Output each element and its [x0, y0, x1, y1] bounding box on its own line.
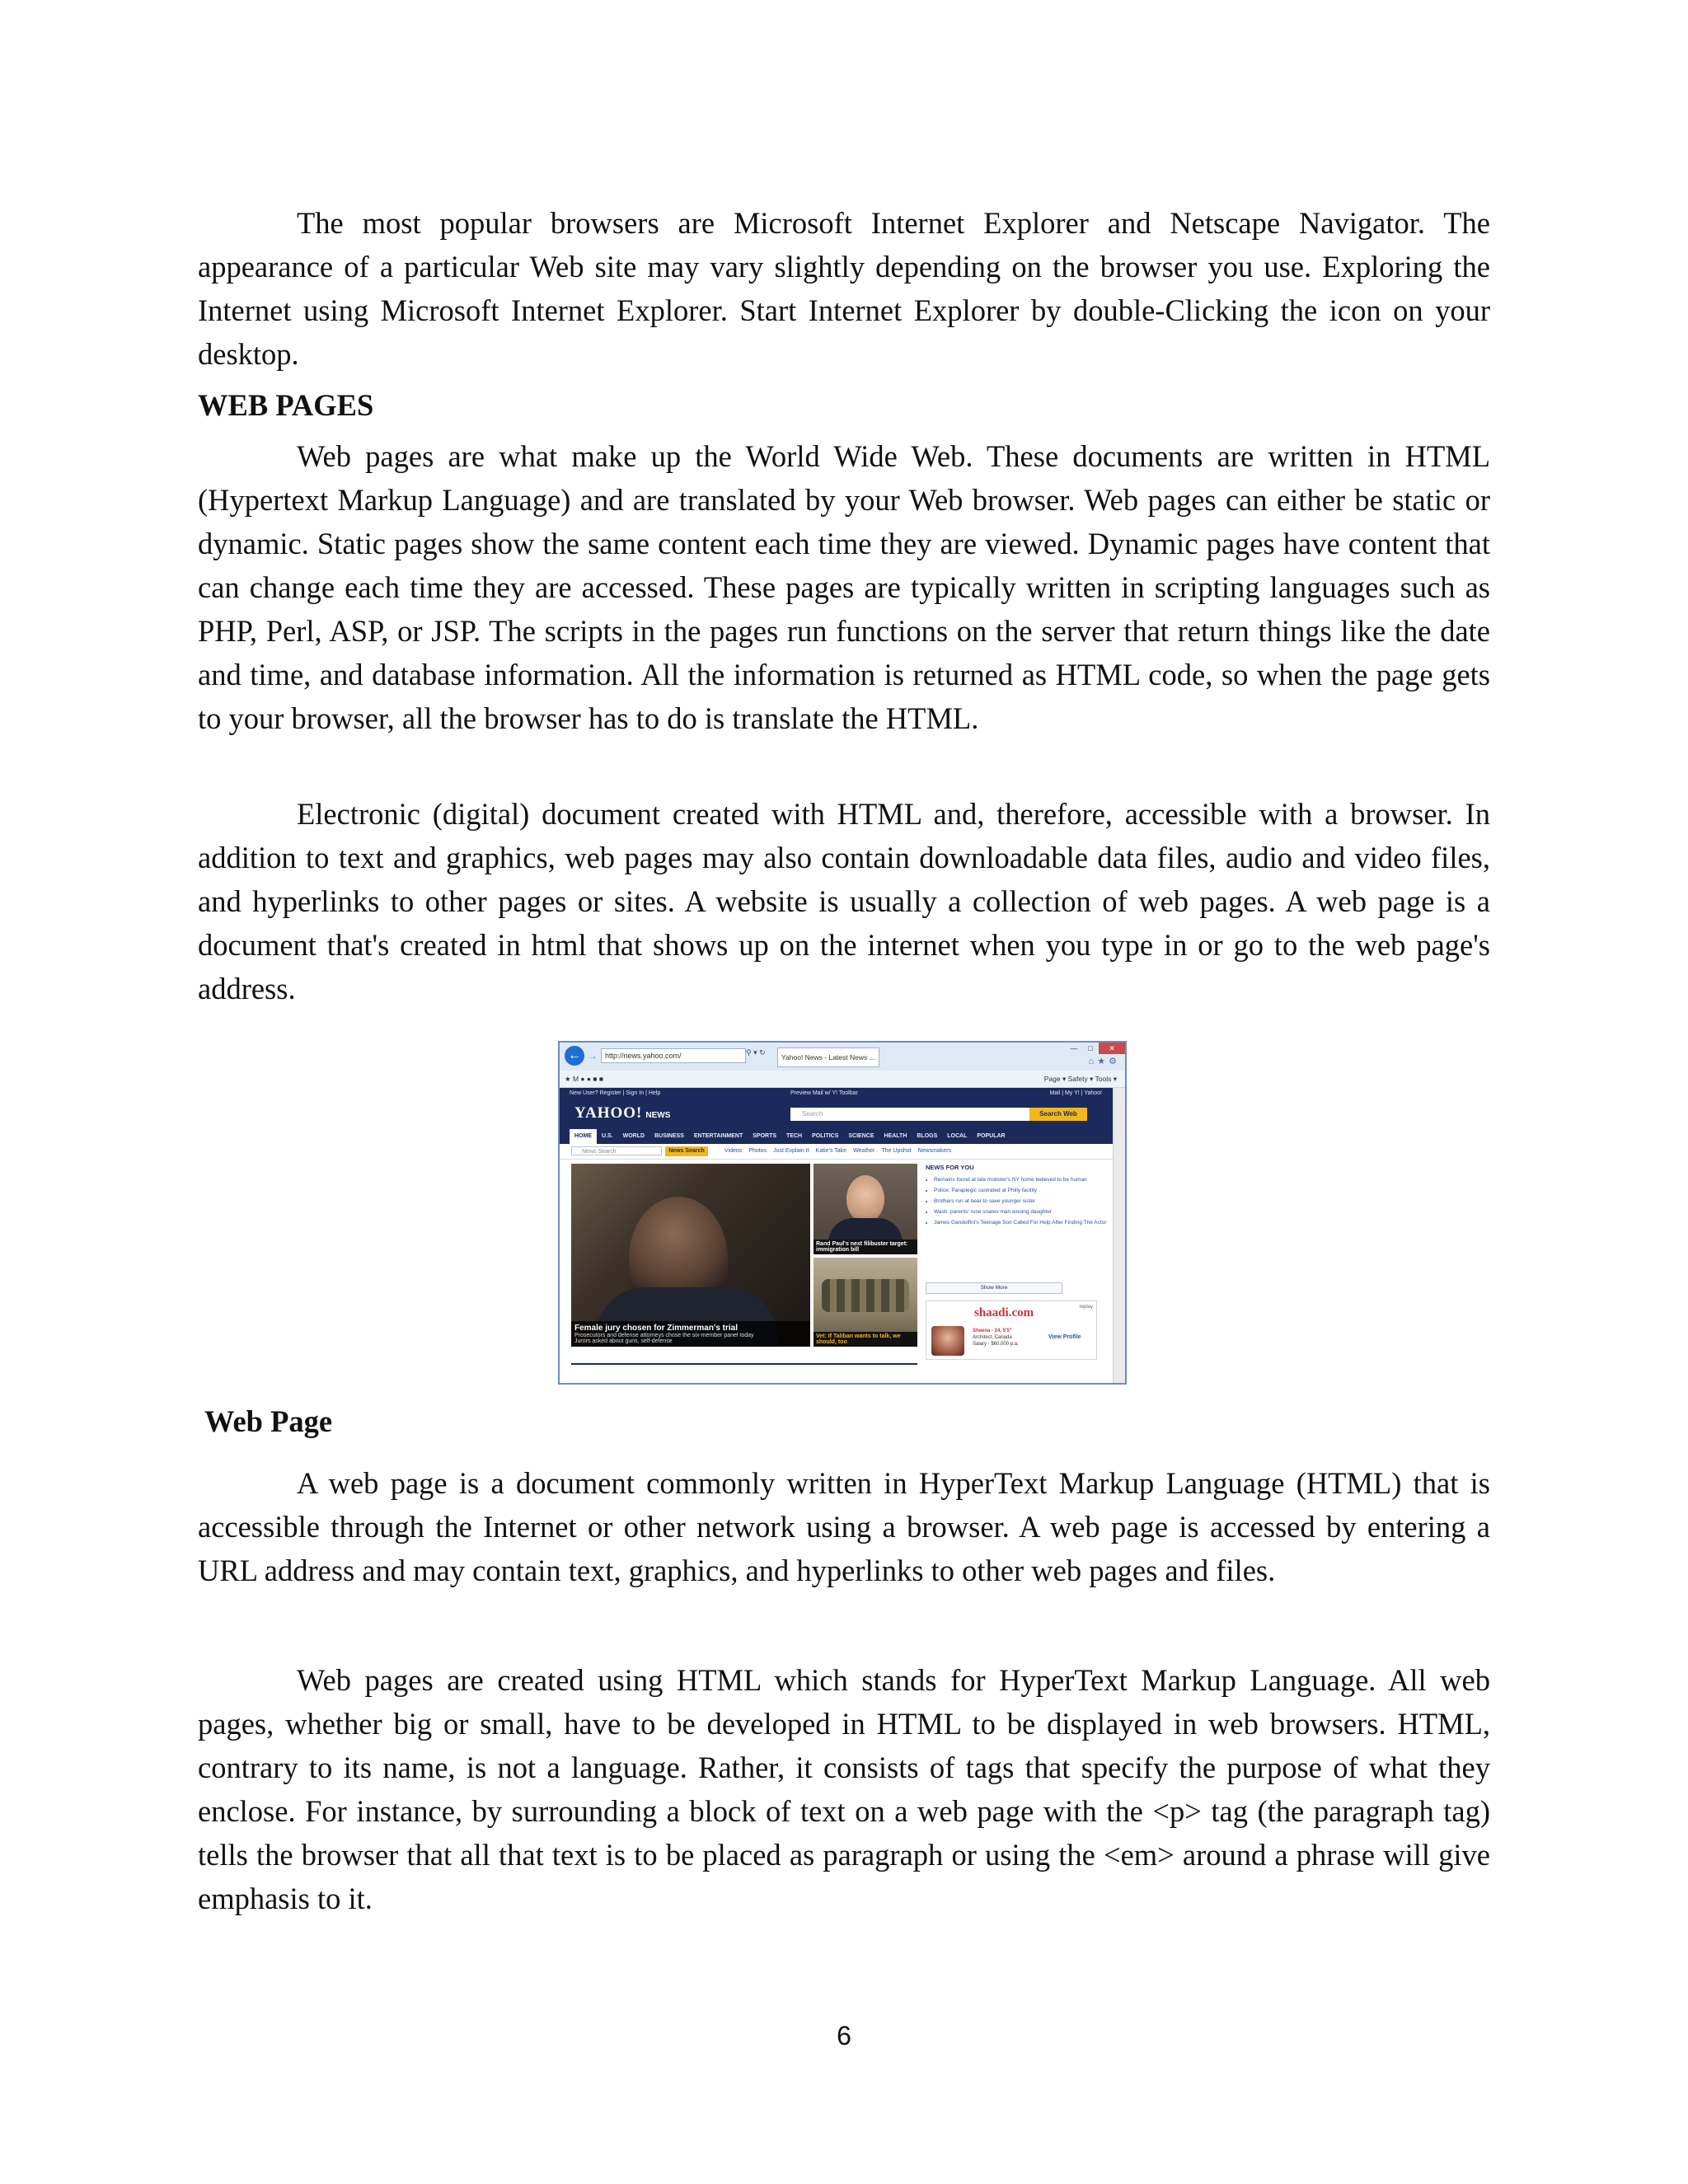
- news-for-you-heading: NEWS FOR YOU: [926, 1164, 974, 1171]
- command-bar-menus: Page ▾ Safety ▾ Tools ▾: [1043, 1075, 1117, 1083]
- back-arrow-icon: ←: [565, 1046, 584, 1066]
- close-icon: ✕: [1099, 1043, 1125, 1054]
- heading-web-page: Web Page: [204, 1404, 333, 1438]
- yahoo-nav: [560, 1129, 1114, 1144]
- yahoo-nav-item: TECH: [786, 1133, 803, 1139]
- favorites-icons: ★ M ● ● ■ ■: [565, 1075, 604, 1083]
- paragraph-html-tags: Web pages are created using HTML which stands for HyperText Markup Language. All web pages, whether big or small, have to be developed in HTML to be displayed in web browsers. HTML, contrary to its name, is not a language. Rather, it consists of tags that specify the purpose of what they enclose. For instance, by surrounding a block of text on a web page with the <p> tag (the paragraph tag) tells the browser that all that text is to be placed as paragraph or using the <em> around a phrase will give emphasis to it.: [198, 1663, 1490, 1915]
- side-story-photo-1: [814, 1164, 917, 1254]
- web-pages-section: [198, 434, 1490, 740]
- news-search-button: News Search: [665, 1146, 708, 1156]
- yahoo-search-input: Search: [790, 1108, 1029, 1121]
- yahoo-logo: YAHOO! NEWS: [574, 1104, 671, 1122]
- command-bar: [560, 1071, 1125, 1088]
- main-story-photo: [571, 1164, 810, 1347]
- yahoo-nav-item: POPULAR: [977, 1133, 1006, 1139]
- yahoo-sublink: Just Explain It: [773, 1148, 809, 1154]
- electronic-doc-section: [198, 792, 1490, 1010]
- paragraph-web-pages: Web pages are what make up the World Wide Web. These documents are written in HTML (Hypertext Markup Language) and are translated by your Web browser. Web pages can either be static or dynamic. Static pages show the same content each time they are viewed. Dynamic pages have content that can change each time they are accessed. These pages are typically written in scripting languages such as PHP, Perl, ASP, or JSP. The scripts in the pages run functions on the server that return things like the date and time, and database information. All the information is returned as HTML code, so when the page gets to your browser, all the browser has to do is translate the HTML.: [198, 439, 1490, 735]
- yahoo-sublink: Katie's Take: [815, 1148, 847, 1154]
- yahoo-nav-item: HOME: [570, 1129, 597, 1144]
- intro-section: [198, 201, 1490, 376]
- ad-logo: shaadi.com: [974, 1306, 1034, 1319]
- browser-tab: Yahoo! News - Latest News ...: [777, 1047, 879, 1067]
- browser-titlebar: [560, 1043, 1125, 1071]
- ad-profile-info: Sheena - 24, 5'5" Architect, Canada Salary - $60,000 p.a.: [973, 1329, 1019, 1347]
- forward-arrow-icon: →: [588, 1050, 598, 1062]
- heading-web-pages: WEB PAGES: [198, 388, 374, 422]
- yahoo-search-button: Search Web: [1029, 1108, 1087, 1121]
- news-item: • Wash. parents' ruse snares man wooing daughter: [934, 1208, 1107, 1216]
- yahoo-nav-item: SCIENCE: [848, 1133, 874, 1139]
- home-star-gear-icons: ⌂★⚙: [1088, 1057, 1120, 1066]
- news-item: • James Gandolfini's Teenage Son Called For Help After Finding The Actor: [934, 1219, 1107, 1226]
- yahoo-nav-item: ENTERTAINMENT: [693, 1133, 743, 1139]
- yahoo-top-links: New User? Register | Sign In | Help: [570, 1090, 661, 1096]
- minimize-icon: —: [1070, 1044, 1078, 1052]
- shaadi-ad: [926, 1301, 1097, 1360]
- main-story-caption: Female jury chosen for Zimmerman's trial Prosecutors and defense attorneys chose the six-member panel today Jurors asked about guns, self-defense: [571, 1321, 810, 1347]
- yahoo-nav-item: WORLD: [622, 1133, 645, 1139]
- yahoo-sublink: Videos: [724, 1148, 743, 1154]
- news-item: • Police: Paraplegic castrated at Philly facility: [934, 1187, 1107, 1194]
- yahoo-sublink: Weather: [853, 1148, 875, 1154]
- yahoo-subnav: [560, 1144, 1114, 1160]
- yahoo-mail-links: Mail | My Y! | Yahoo!: [1049, 1090, 1102, 1096]
- ad-replay: replay: [1079, 1305, 1093, 1310]
- web-page-section: [198, 1461, 1490, 1592]
- yahoo-sublinks: [724, 1144, 958, 1159]
- ad-view-profile: View Profile: [1048, 1334, 1081, 1340]
- yahoo-sublink: Newsmakers: [917, 1148, 952, 1154]
- yahoo-sublink: The Upshot: [881, 1148, 912, 1154]
- page-number: 6: [837, 2021, 851, 2050]
- paragraph-web-page-definition: A web page is a document commonly written in HyperText Markup Language (HTML) that is accessible through the Internet or other network using a browser. A web page is accessed by entering a URL address and may contain text, graphics, and hyperlinks to other web pages and files.: [198, 1466, 1490, 1587]
- news-item: • Remains found at late mobster's NY home believed to be human: [934, 1176, 1107, 1183]
- paragraph-browsers: The most popular browsers are Microsoft Internet Explorer and Netscape Navigator. The appearance of a particular Web site may vary slightly depending on the browser you use. Exploring the Internet using Microsoft Internet Explorer. Start Internet Explorer by double-Clicking the icon on your desktop.: [198, 206, 1490, 371]
- news-search-input: News Search: [571, 1146, 662, 1155]
- side-story-caption-1: Rand Paul's next filibuster target: immigration bill: [814, 1240, 917, 1254]
- scrollbar: [1113, 1088, 1125, 1383]
- news-item: • Brothers run at bear to save younger sister: [934, 1197, 1107, 1205]
- paragraph-electronic-document: Electronic (digital) document created with HTML and, therefore, accessible with a browser. In addition to text and graphics, web pages may also contain downloadable data files, audio and video files, and hyperlinks to other pages or sites. A website is usually a collection of web pages. A web page is a document that's created in html that shows up on the internet when you type in or go to the web page's address.: [198, 797, 1490, 1005]
- browser-screenshot-figure: [558, 1041, 1127, 1385]
- yahoo-nav-item: U.S.: [602, 1133, 613, 1139]
- side-story-photo-2: [814, 1258, 917, 1347]
- yahoo-sublink: Photos: [748, 1148, 767, 1154]
- address-bar: http://news.yahoo.com/: [601, 1048, 746, 1063]
- address-tools-icon: ⚲ ▾ ↻: [746, 1048, 766, 1057]
- yahoo-nav-item: POLITICS: [812, 1133, 839, 1139]
- html-section: [198, 1658, 1490, 1920]
- yahoo-preview-link: Preview Mail w/ Y! Toolbar: [790, 1090, 858, 1096]
- window-buttons: [1066, 1043, 1125, 1054]
- maximize-icon: □: [1088, 1044, 1093, 1052]
- yahoo-nav-item: BUSINESS: [654, 1133, 684, 1139]
- side-story-caption-2: Vet: If Taliban wants to talk, we should, too: [814, 1332, 917, 1347]
- news-for-you: [926, 1164, 1107, 1230]
- news-for-you-list: [926, 1176, 1107, 1226]
- show-more-button: Show More: [926, 1282, 1062, 1294]
- yahoo-nav-item: HEALTH: [884, 1133, 907, 1139]
- yahoo-nav-item: SPORTS: [753, 1133, 777, 1139]
- divider: [571, 1363, 917, 1365]
- yahoo-news-page: [560, 1088, 1114, 1383]
- ad-photo: [931, 1326, 964, 1356]
- yahoo-nav-item: LOCAL: [947, 1133, 968, 1139]
- yahoo-nav-item: BLOGS: [917, 1133, 938, 1139]
- yahoo-header: [560, 1088, 1114, 1144]
